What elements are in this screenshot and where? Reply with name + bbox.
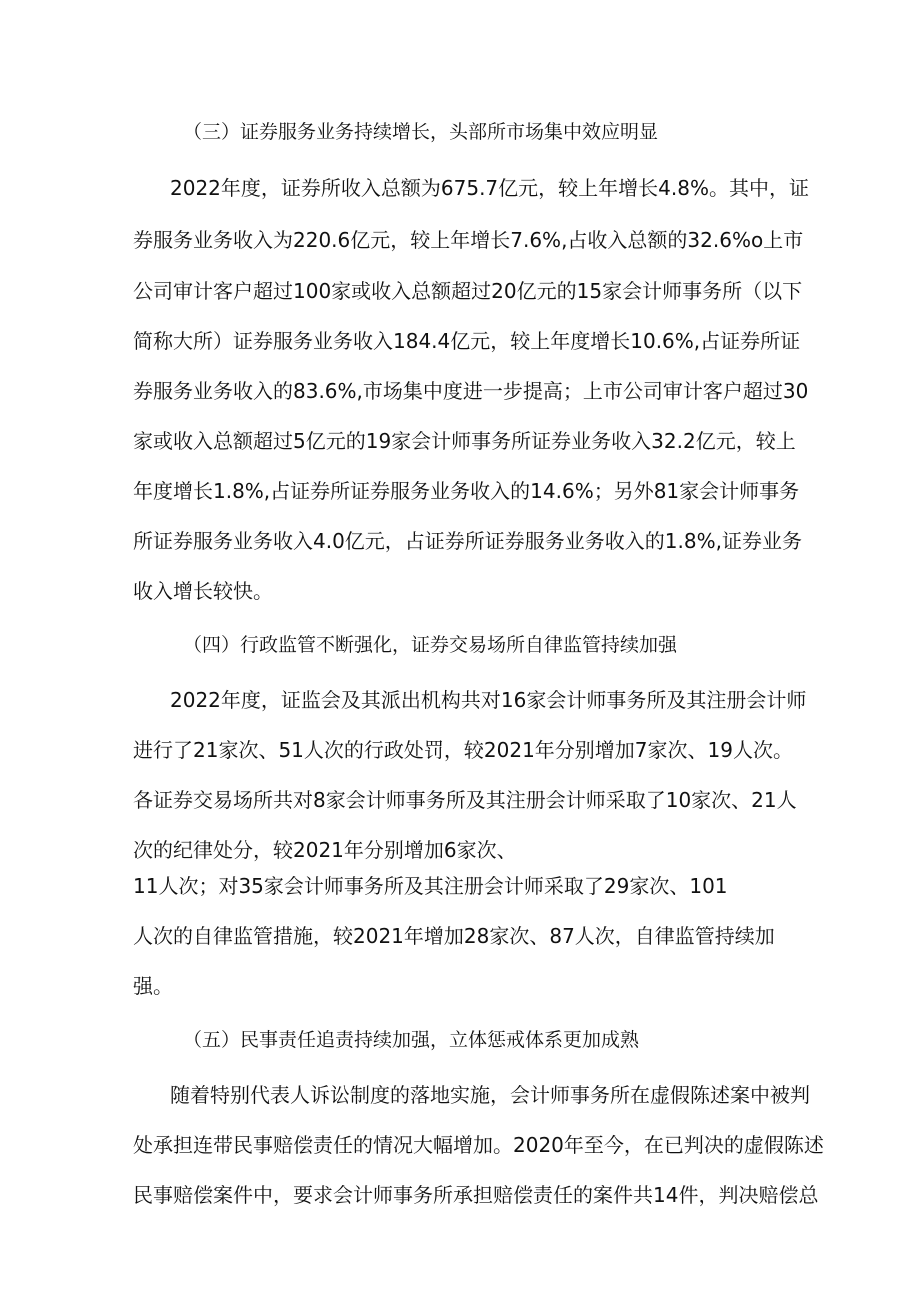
paragraph-line: 各证券交易场所共对8家会计师事务所及其注册会计师采取了10家次、21人 bbox=[133, 788, 797, 812]
paragraph-line: 人次的自律监管措施，较2021年增加28家次、87人次，自律监管持续加 bbox=[133, 924, 775, 948]
paragraph-line: 家或收入总额超过5亿元的19家会计师事务所证券业务收入32.2亿元，较上 bbox=[133, 429, 796, 453]
paragraph-line: 2022年度，证券所收入总额为675.7亿元，较上年增长4.8%。其中，证 bbox=[170, 176, 809, 200]
paragraph-line: 处承担连带民事赔偿责任的情况大幅增加。2020年至今，在已判决的虚假陈述 bbox=[133, 1133, 824, 1157]
paragraph-line: 进行了21家次、51人次的行政处罚，较2021年分别增加7家次、19人次。 bbox=[133, 738, 793, 762]
paragraph-line: 券服务业务收入为220.6亿元，较上年增长7.6%,占收入总额的32.6%o上市 bbox=[133, 228, 804, 252]
paragraph-line: 随着特别代表人诉讼制度的落地实施，会计师事务所在虚假陈述案中被判 bbox=[170, 1083, 810, 1107]
paragraph-line: 所证券服务业务收入4.0亿元，占证券所证券服务业务收入的1.8%,证券业务 bbox=[133, 529, 802, 553]
paragraph-line: 券服务业务收入的83.6%,市场集中度进一步提高；上市公司审计客户超过30 bbox=[133, 379, 809, 403]
paragraph-line: 年度增长1.8%,占证券所证券服务业务收入的14.6%；另外81家会计师事务 bbox=[133, 479, 800, 503]
paragraph-line: 公司审计客户超过100家或收入总额超过20亿元的15家会计师事务所（以下 bbox=[133, 279, 803, 303]
paragraph-line: 11人次；对35家会计师事务所及其注册会计师采取了29家次、101 bbox=[133, 874, 728, 898]
paragraph-line: 2022年度，证监会及其派出机构共对16家会计师事务所及其注册会计师 bbox=[170, 688, 807, 712]
paragraph-line: 简称大所）证券服务业务收入184.4亿元，较上年度增长10.6%,占证券所证 bbox=[133, 329, 801, 353]
section-3-heading: （三）证券服务业务持续增长，头部所市场集中效应明显 bbox=[183, 121, 659, 143]
paragraph-line: 次的纪律处分，较2021年分别增加6家次、 bbox=[133, 838, 517, 862]
section-4-heading: （四）行政监管不断强化，证券交易场所自律监管持续加强 bbox=[183, 634, 678, 656]
paragraph-line: 民事赔偿案件中，要求会计师事务所承担赔偿责任的案件共14件，判决赔偿总 bbox=[133, 1183, 819, 1207]
section-5-heading: （五）民事责任追责持续加强，立体惩戒体系更加成熟 bbox=[183, 1029, 640, 1051]
paragraph-line: 收入增长较快。 bbox=[133, 579, 273, 603]
paragraph-line: 强。 bbox=[133, 974, 173, 998]
